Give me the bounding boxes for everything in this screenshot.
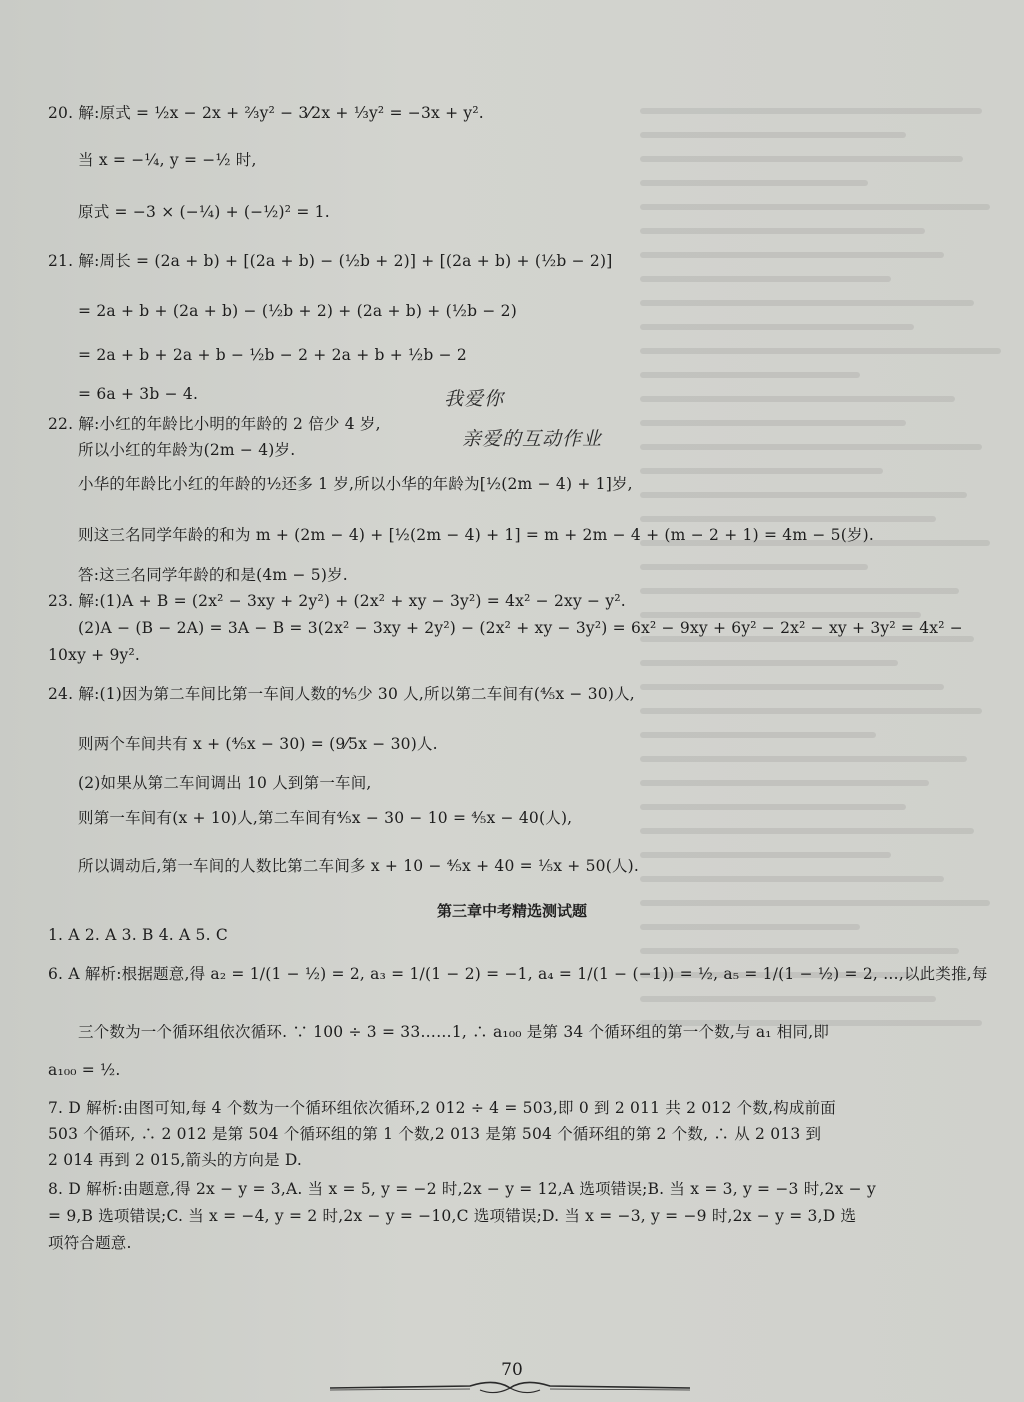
footer-ornament-icon (330, 1378, 690, 1398)
q20-line-3: 原式 = −3 × (−¼) + (−½)² = 1. (78, 203, 330, 221)
q7-line-2: 503 个循环, ∴ 2 012 是第 504 个循环组的第 1 个数,2 013 是第 504 个循环组的第 2 个数, ∴ 从 2 013 到 (48, 1125, 822, 1143)
q23-line-1: 23. 解:(1)A + B = (2x² − 3xy + 2y²) + (2x² + xy − 3y²) = 4x² − 2xy − y². (48, 592, 626, 610)
q24-line-2: 则两个车间共有 x + (⅘x − 30) = (9⁄5x − 30)人. (78, 735, 438, 753)
q22-line-2: 所以小红的年龄为(2m − 4)岁. (78, 441, 296, 459)
q22-line-5: 答:这三名同学年龄的和是(4m − 5)岁. (78, 566, 348, 584)
q6-line-3: a₁₀₀ = ½. (48, 1061, 121, 1079)
q22-line-3: 小华的年龄比小红的年龄的½还多 1 岁,所以小华的年龄为[½(2m − 4) + 1]岁, (78, 475, 633, 493)
handwriting-line-1: 我爱你 (444, 388, 505, 410)
q8-line-3: 项符合题意. (48, 1234, 132, 1252)
bleed-through-text (640, 90, 1020, 1250)
q20-line-2: 当 x = −¼, y = −½ 时, (78, 151, 257, 169)
q8-line-1: 8. D 解析:由题意,得 2x − y = 3,A. 当 x = 5, y = −2 时,2x − y = 12,A 选项错误;B. 当 x = 3, y = −3 时,2x − y (48, 1180, 876, 1198)
q23-line-3: 10xy + 9y². (48, 646, 141, 664)
section-heading: 第三章中考精选测试题 (436, 902, 587, 920)
q6-line-2: 三个数为一个循环组依次循环. ∵ 100 ÷ 3 = 33……1, ∴ a₁₀₀ 是第 34 个循环组的第一个数,与 a₁ 相同,即 (78, 1023, 830, 1041)
q8-line-2: = 9,B 选项错误;C. 当 x = −4, y = 2 时,2x − y = −10,C 选项错误;D. 当 x = −3, y = −9 时,2x − y = 3,D 选 (48, 1207, 857, 1225)
q6-line-1: 6. A 解析:根据题意,得 a₂ = 1/(1 − ½) = 2, a₃ = 1/(1 − 2) = −1, a₄ = 1/(1 − (−1)) = ½, a₅ = 1/(1 − ½) = 2, …,以此类推,每 (48, 965, 988, 983)
q24-line-3: (2)如果从第二车间调出 10 人到第一车间, (78, 774, 372, 792)
handwriting-line-2: 亲爱的互动作业 (462, 428, 603, 450)
q21-line-4: = 6a + 3b − 4. (78, 385, 199, 403)
q20-line-1: 20. 解:原式 = ½x − 2x + ⅔y² − 3⁄2x + ⅓y² = −3x + y². (48, 104, 484, 122)
page-number: 70 (501, 1360, 523, 1380)
q7-line-1: 7. D 解析:由图可知,每 4 个数为一个循环组依次循环,2 012 ÷ 4 = 503,即 0 到 2 011 共 2 012 个数,构成前面 (48, 1099, 836, 1117)
q21-line-2: = 2a + b + (2a + b) − (½b + 2) + (2a + b) + (½b − 2) (78, 302, 517, 320)
q22-line-1: 22. 解:小红的年龄比小明的年龄的 2 倍少 4 岁, (48, 415, 381, 433)
answers-1-5: 1. A 2. A 3. B 4. A 5. C (48, 926, 228, 944)
q22-line-4: 则这三名同学年龄的和为 m + (2m − 4) + [½(2m − 4) + 1] = m + 2m − 4 + (m − 2 + 1) = 4m − 5(岁). (78, 526, 875, 544)
q21-line-1: 21. 解:周长 = (2a + b) + [(2a + b) − (½b + 2)] + [(2a + b) + (½b − 2)] (48, 252, 613, 270)
q7-line-3: 2 014 再到 2 015,箭头的方向是 D. (48, 1151, 303, 1169)
q24-line-1: 24. 解:(1)因为第二车间比第一车间人数的⅘少 30 人,所以第二车间有(⅘x − 30)人, (48, 685, 635, 703)
q21-line-3: = 2a + b + 2a + b − ½b − 2 + 2a + b + ½b − 2 (78, 346, 467, 364)
q24-line-4: 则第一车间有(x + 10)人,第二车间有⅘x − 30 − 10 = ⅘x − 40(人), (78, 809, 573, 827)
q24-line-5: 所以调动后,第一车间的人数比第二车间多 x + 10 − ⅘x + 40 = ⅕x + 50(人). (78, 857, 640, 875)
q23-line-2: (2)A − (B − 2A) = 3A − B = 3(2x² − 3xy + 2y²) − (2x² + xy − 3y²) = 6x² − 9xy + 6y² − 2x² − xy + 3y² = 4x² − (78, 619, 963, 637)
